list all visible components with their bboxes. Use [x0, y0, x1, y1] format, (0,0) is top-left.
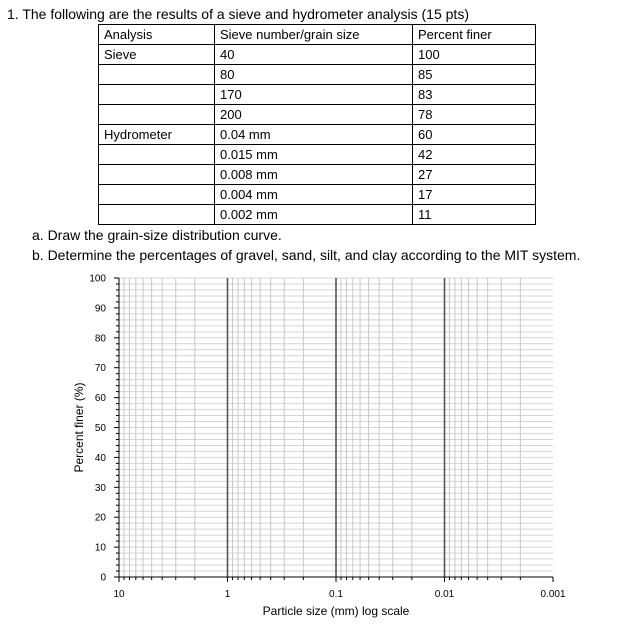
- x-tick-label: 0.001: [540, 589, 566, 600]
- y-tick-label: 30: [94, 482, 106, 494]
- cell-size: 0.004 mm: [215, 185, 413, 205]
- cell-size: 0.002 mm: [215, 205, 413, 225]
- cell-size: 0.04 mm: [215, 125, 413, 145]
- table-row: [99, 185, 536, 205]
- table-row: [99, 205, 536, 225]
- cell-size: 0.015 mm: [215, 145, 413, 165]
- grain-size-chart: [0, 268, 624, 624]
- cell-percent: 85: [413, 65, 536, 85]
- sieve-hydrometer-table: [98, 24, 536, 225]
- table-row: [99, 85, 536, 105]
- y-tick-label: 10: [94, 542, 106, 554]
- chart-grid: [119, 278, 553, 577]
- table-header-row: [99, 25, 536, 45]
- x-tick-label: 1: [224, 589, 231, 600]
- cell-size: 170: [215, 85, 413, 105]
- cell-percent: 11: [413, 205, 536, 225]
- y-axis-title: Percent finer (%): [72, 382, 86, 473]
- y-tick-label: 0: [100, 572, 106, 584]
- y-tick-label: 40: [94, 452, 106, 464]
- cell-analysis: [99, 165, 215, 185]
- header-percent-finer: Percent finer: [413, 25, 536, 45]
- table-row: [99, 145, 536, 165]
- cell-size: 200: [215, 105, 413, 125]
- x-tick-label: 10: [113, 589, 125, 600]
- y-tick-label: 90: [94, 303, 106, 315]
- cell-size: 80: [215, 65, 413, 85]
- y-tick-label: 100: [89, 273, 106, 285]
- cell-percent: 42: [413, 145, 536, 165]
- table-row: [99, 165, 536, 185]
- table-row: [99, 105, 536, 125]
- y-tick-label: 20: [94, 512, 106, 524]
- table-row: [99, 45, 536, 65]
- y-tick-label: 50: [94, 423, 106, 434]
- chart-axes: [114, 278, 553, 582]
- cell-analysis: [99, 145, 215, 165]
- cell-analysis: [99, 205, 215, 225]
- x-tick-label: 0.1: [329, 589, 343, 600]
- header-sieve-size: Sieve number/grain size: [215, 25, 413, 45]
- question-part-a: a. Draw the grain-size distribution curve.: [32, 227, 282, 243]
- cell-analysis: Hydrometer: [99, 125, 215, 145]
- y-tick-label: 80: [94, 333, 106, 345]
- cell-analysis: [99, 105, 215, 125]
- cell-size: 40: [215, 45, 413, 65]
- table-row: [99, 125, 536, 145]
- x-tick-label: 0.01: [434, 589, 455, 600]
- cell-analysis: Sieve: [99, 45, 215, 65]
- cell-analysis: [99, 65, 215, 85]
- cell-analysis: [99, 85, 215, 105]
- cell-percent: 78: [413, 105, 536, 125]
- cell-analysis: [99, 185, 215, 205]
- cell-percent: 60: [413, 125, 536, 145]
- cell-percent: 17: [413, 185, 536, 205]
- y-tick-label: 70: [94, 363, 106, 375]
- question-part-b: b. Determine the percentages of gravel, sand, silt, and clay according to the MIT system.: [32, 247, 581, 263]
- cell-size: 0.008 mm: [215, 165, 413, 185]
- table-row: [99, 65, 536, 85]
- header-analysis: Analysis: [99, 25, 215, 45]
- question-title: 1. The following are the results of a sieve and hydrometer analysis (15 pts): [7, 6, 469, 22]
- y-tick-label: 60: [94, 393, 106, 405]
- cell-percent: 83: [413, 85, 536, 105]
- cell-percent: 27: [413, 165, 536, 185]
- cell-percent: 100: [413, 45, 536, 65]
- x-axis-title: Particle size (mm) log scale: [262, 604, 410, 618]
